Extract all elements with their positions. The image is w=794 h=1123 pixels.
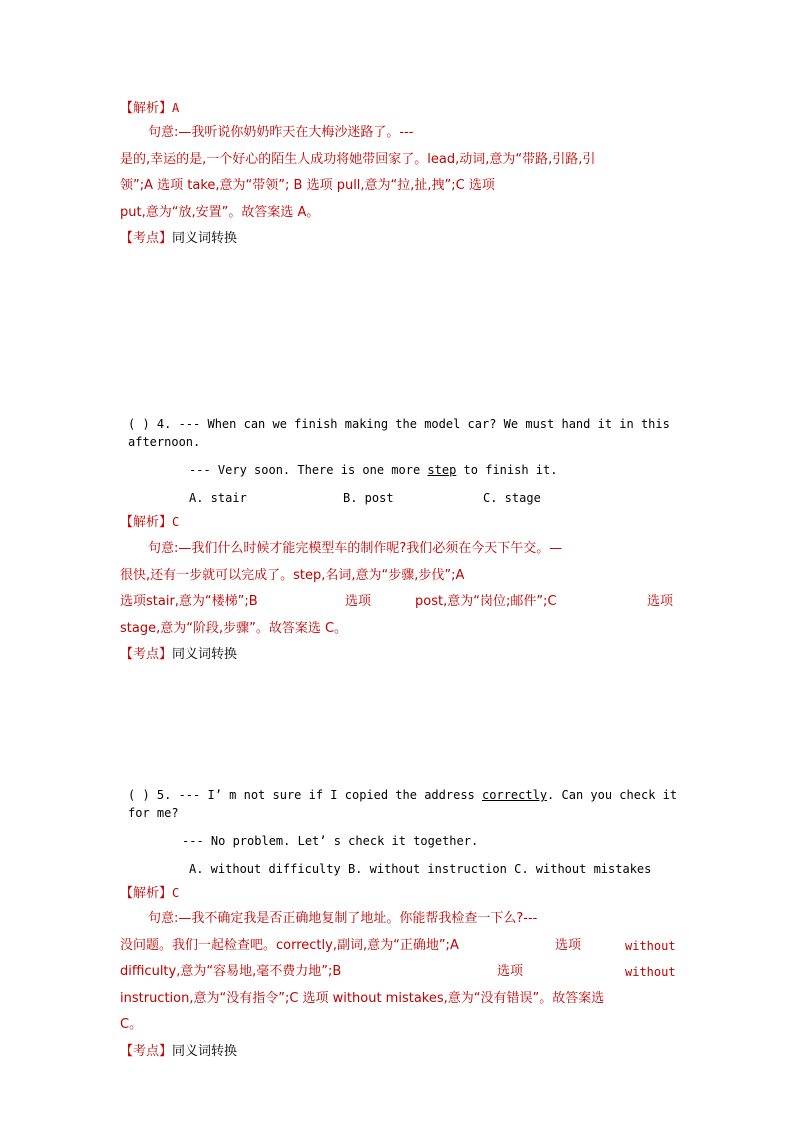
analysis-heading-3 xyxy=(120,884,179,903)
analysis-heading-2 xyxy=(120,513,179,532)
question-5-line: ( ) 5. --- I’ m not sure if I copied the address correctly. Can you check it xyxy=(128,788,678,802)
explanation-line: 句意:—我听说你奶奶昨天在大梅沙迷路了。--- xyxy=(148,125,414,140)
explanation-line: difficulty,意为“容易地,毫不费力地”;B xyxy=(120,964,342,979)
option-a: A. stair xyxy=(189,491,247,505)
explanation-line: without xyxy=(625,965,676,979)
point-label: 【考点】 xyxy=(120,1044,173,1059)
point-text: 同义词转换 xyxy=(172,231,238,246)
explanation-line: 选项 xyxy=(497,964,524,979)
knowledge-point-3 xyxy=(120,1043,237,1061)
question-4-cont: afternoon. xyxy=(128,435,201,449)
explanation-line: 没问题。我们一起检查吧。correctly,副词,意为“正确地”;A xyxy=(120,938,459,953)
target-word: step xyxy=(427,463,457,477)
explanation-line: 句意:—我不确定我是否正确地复制了地址。你能帮我检查一下么?--- xyxy=(148,911,538,926)
explanation-line: put,意为“放,安置”。故答案选 A。 xyxy=(120,205,320,220)
explanation-line: 很快,还有一步就可以完成了。step,名词,意为“步骤,步伐”;A xyxy=(120,568,465,583)
point-label: 【考点】 xyxy=(120,231,173,246)
option-b: B. post xyxy=(343,491,394,505)
question-4-response: --- Very soon. There is one more step to finish it. xyxy=(189,463,558,477)
answer-letter: C xyxy=(172,515,180,529)
question-5-options: A. without difficulty B. without instruction C. without mistakes xyxy=(189,862,652,876)
question-5-response: --- No problem. Let’ s check it together. xyxy=(182,834,479,848)
explanation-line: post,意为“岗位;邮件”;C xyxy=(415,594,557,609)
point-label: 【考点】 xyxy=(120,647,173,662)
explanation-line: 是的,幸运的是,一个好心的陌生人成功将她带回家了。lead,动词,意为“带路,引路,引 xyxy=(120,152,596,167)
explanation-line: 选项stair,意为“楼梯”;B xyxy=(120,594,258,609)
analysis-label: 【解析】 xyxy=(120,101,173,116)
explanation-line: instruction,意为“没有指令”;C 选项 without mistakes,意为“没有错误”。故答案选 xyxy=(120,991,605,1006)
question-4-line: ( ) 4. --- When can we finish making the model car? We must hand it in this xyxy=(128,417,670,431)
explanation-line: 领”;A 选项 take,意为“带领”; B 选项 pull,意为“拉,扯,拽”;C 选项 xyxy=(120,178,495,193)
explanation-line: 句意:—我们什么时候才能完模型车的制作呢?我们必须在今天下午交。— xyxy=(148,541,563,556)
explanation-line: stage,意为“阶段,步骤”。故答案选 C。 xyxy=(120,621,348,636)
explanation-line: without xyxy=(625,939,676,953)
target-word: correctly xyxy=(482,788,548,802)
explanation-line: 选项 xyxy=(345,594,372,609)
explanation-line: 选项 xyxy=(555,938,582,953)
option-c: C. stage xyxy=(483,491,541,505)
answer-letter: C xyxy=(172,886,180,900)
analysis-label: 【解析】 xyxy=(120,515,173,530)
point-text: 同义词转换 xyxy=(172,647,238,662)
explanation-line: 选项 xyxy=(647,594,674,609)
explanation-line: C。 xyxy=(120,1017,143,1032)
answer-letter: A xyxy=(172,101,180,115)
point-text: 同义词转换 xyxy=(172,1044,238,1059)
knowledge-point-1 xyxy=(120,230,237,248)
knowledge-point-2 xyxy=(120,646,237,664)
question-5-cont: for me? xyxy=(128,806,179,820)
analysis-heading-1 xyxy=(120,99,179,118)
analysis-label: 【解析】 xyxy=(120,886,173,901)
